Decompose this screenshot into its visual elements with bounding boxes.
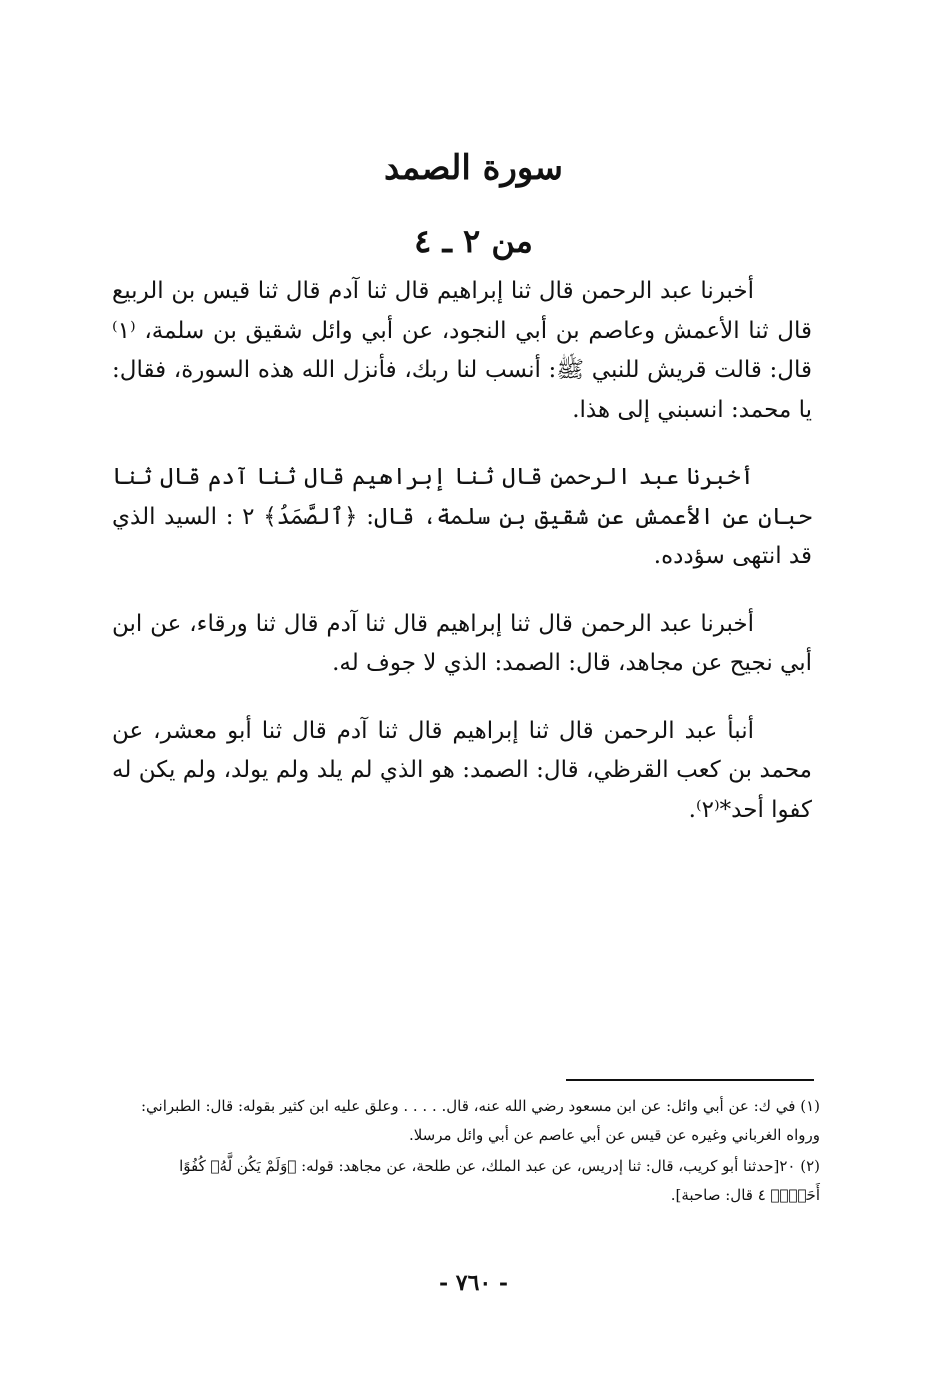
paragraph-1: أخبرنا عبد الرحمن قال ثنا إبراهيم قال ثنا آدم قال ثنا قيس بن الربيع قال ثنا الأعمش وعاصم بن أبي النجود، عن أبي وائل شقيق بن سلمة، ⁽١⁾قال: قالت قريش للنبي ﷺ: أنسب لنا ربك، فأنزل الله هذه السورة، فقال: يا محمد: انسبني إلى هذا. xyxy=(112,278,812,423)
footnote-divider xyxy=(566,1079,814,1081)
paragraph-4: أنبأ عبد الرحمن قال ثنا إبراهيم قال ثنا آدم قال ثنا أبو معشر، عن محمد بن كعب القرظي، قال: الصمد: هو الذي لم يلد ولم يولد، ولم يكن له كفوا أحد*⁽٢⁾. xyxy=(112,717,812,823)
page-title: سورة الصمد xyxy=(384,148,563,188)
body-text xyxy=(112,272,812,858)
verse-range-heading: من ٢ ـ ٤ xyxy=(414,222,533,260)
footnote-1: (١) في ك: عن أبي وائل: عن ابن مسعود رضي الله عنه، قال. . . . . وعلق عليه ابن كثير بقوله: قال: الطبراني: ورواه الغرباني وغيره عن قيس عن أبي عاصم عن أبي وائل مرسلا. xyxy=(140,1097,820,1144)
paragraph-3: أخبرنا عبد الرحمن قال ثنا إبراهيم قال ثنا آدم قال ثنا ورقاء، عن ابن أبي نجيح عن مجاهد، قال: الصمد: الذي لا جوف له. xyxy=(112,610,812,676)
page-number: - ٧٦٠ - xyxy=(438,1270,509,1296)
paragraph-2: أخبرنا عبد الرحمن قال ثنا إبراهيم قال ثنا آدم قال ثنا حبان عن الأعمش عن شقيق بن سلمة، قال: ﴿ٱلصَّمَدُ﴾ ٢ : السيد الذي قد انتهى سؤدده. xyxy=(112,464,812,569)
footnote-2: (٢) ٢٠[حدثنا أبو كريب، قال: ثنا إدريس، عن عبد الملك، عن طلحة، عن مجاهد: قوله: ﴿وَلَمْ يَكُن لَّهُۥ كُفُوًا أَحَدٌۢ﴾ ٤ قال: صاحبة]. xyxy=(179,1157,820,1204)
footnotes xyxy=(130,1092,820,1212)
